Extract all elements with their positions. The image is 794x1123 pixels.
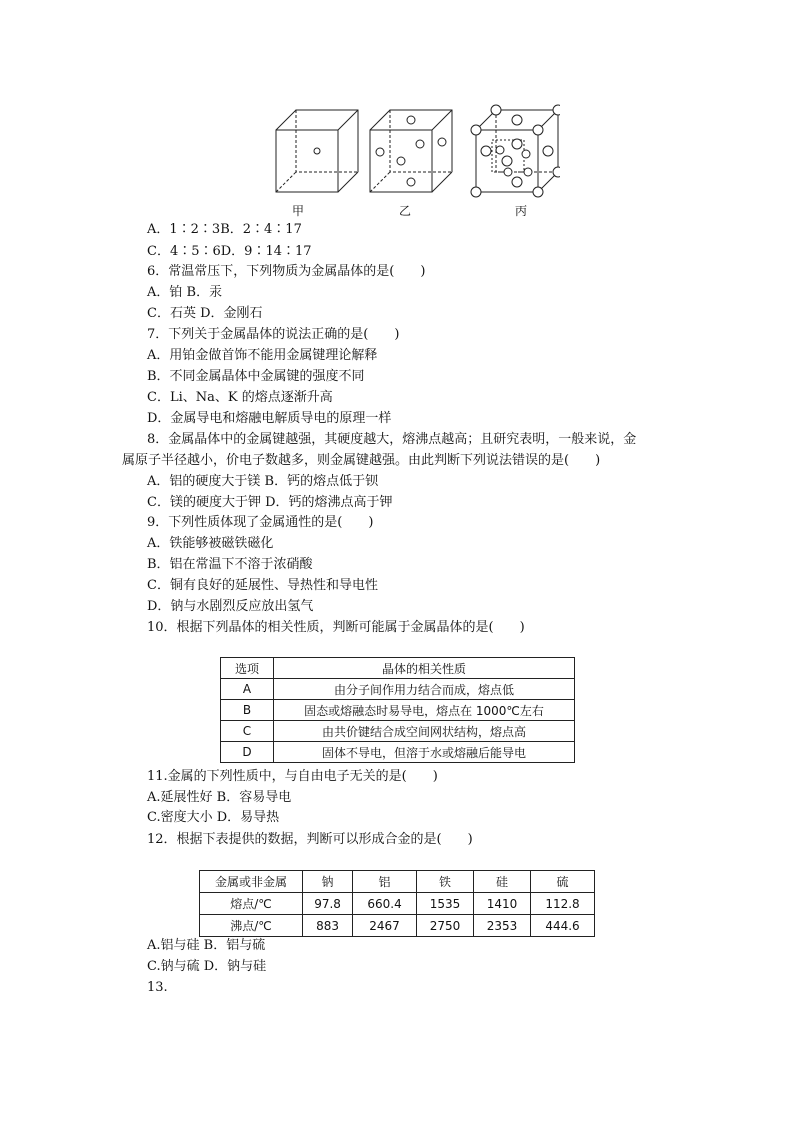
table-cell: 由分子间作用力结合而成，熔点低 xyxy=(274,679,575,700)
figure-label-yi: 乙 xyxy=(399,204,412,218)
q7-option-b: B．不同金属晶体中金属键的强度不同 xyxy=(147,369,365,384)
q9-option-c: C．铜有良好的延展性、导热性和导电性 xyxy=(147,578,378,593)
table-cell: 固态或熔融态时易导电，熔点在 1000℃左右 xyxy=(274,700,575,721)
table-cell: 熔点/℃ xyxy=(200,893,303,915)
q7-option-a: A．用铂金做首饰不能用金属键理论解释 xyxy=(147,348,378,363)
melting-boiling-table xyxy=(199,870,595,937)
table-header-cell: 硫 xyxy=(531,871,595,893)
table-cell: 660.4 xyxy=(353,893,417,915)
q6-stem: 6．常温常压下，下列物质为金属晶体的是( ) xyxy=(147,264,426,279)
table-cell: 97.8 xyxy=(303,893,353,915)
q7-stem: 7．下列关于金属晶体的说法正确的是( ) xyxy=(147,327,400,342)
cell-face-centered xyxy=(370,110,452,192)
table-header-row xyxy=(221,658,575,679)
table-cell: 2467 xyxy=(353,915,417,937)
table-cell: C xyxy=(221,721,274,742)
table-cell: 444.6 xyxy=(531,915,595,937)
q11-stem: 11.金属的下列性质中，与自由电子无关的是( ) xyxy=(147,769,438,784)
table-cell: B xyxy=(221,700,274,721)
table-cell: 沸点/℃ xyxy=(200,915,303,937)
table-row xyxy=(221,679,575,700)
q9-option-b: B．铝在常温下不溶于浓硝酸 xyxy=(147,557,313,572)
crystal-structure-figures xyxy=(270,100,560,220)
table-row xyxy=(200,915,595,937)
q6-options-ab: A．铂 B．汞 xyxy=(147,285,223,300)
q11-options-cd: C.密度大小 D．易导热 xyxy=(147,810,280,825)
q6-options-cd: C．石英 D．金刚石 xyxy=(147,306,263,321)
cell-simple-cubic xyxy=(276,110,358,192)
table-header-cell: 选项 xyxy=(221,658,274,679)
table-header-cell: 晶体的相关性质 xyxy=(274,658,575,679)
table-cell: 112.8 xyxy=(531,893,595,915)
q5-options-ab: A．1∶2∶3B．2∶4∶17 xyxy=(147,222,302,237)
table-cell: 1535 xyxy=(417,893,474,915)
table-row xyxy=(200,893,595,915)
q8-options-cd: C．镁的硬度大于钾 D．钙的熔沸点高于钾 xyxy=(147,495,393,510)
q8-options-ab: A．铝的硬度大于镁 B．钙的熔点低于钡 xyxy=(147,474,379,489)
q5-options-cd: C．4∶5∶6D．9∶14∶17 xyxy=(147,244,312,259)
table-header-row xyxy=(200,871,595,893)
table-cell: 2750 xyxy=(417,915,474,937)
table-cell: 2353 xyxy=(474,915,531,937)
q11-options-ab: A.延展性好 B．容易导电 xyxy=(147,790,292,805)
table-cell: 883 xyxy=(303,915,353,937)
q13-number: 13. xyxy=(147,980,168,995)
q12-options-ab: A.铝与硅 B．铝与硫 xyxy=(147,938,266,953)
table-cell: 1410 xyxy=(474,893,531,915)
table-cell: 由共价键结合成空间网状结构，熔点高 xyxy=(274,721,575,742)
q8-stem-line2: 属原子半径越小，价电子数越多，则金属键越强。由此判断下列说法错误的是( ) xyxy=(122,453,601,468)
unit-cell-diagrams xyxy=(270,100,560,200)
table-row xyxy=(221,721,575,742)
q9-stem: 9．下列性质体现了金属通性的是( ) xyxy=(147,515,374,530)
table-cell: 固体不导电，但溶于水或熔融后能导电 xyxy=(274,742,575,763)
crystal-properties-table xyxy=(220,657,575,763)
table-header-cell: 金属或非金属 xyxy=(200,871,303,893)
figure-label-bing: 丙 xyxy=(515,204,528,218)
q9-option-d: D．钠与水剧烈反应放出氢气 xyxy=(147,599,314,614)
cell-diamond xyxy=(471,105,560,197)
table-header-cell: 铝 xyxy=(353,871,417,893)
table-row xyxy=(221,742,575,763)
table-header-cell: 硅 xyxy=(474,871,531,893)
q12-stem: 12．根据下表提供的数据，判断可以形成合金的是( ) xyxy=(147,832,473,847)
q8-stem-line1: 8．金属晶体中的金属键越强，其硬度越大，熔沸点越高；且研究表明，一般来说，金 xyxy=(147,432,637,447)
figure-label-jia: 甲 xyxy=(292,204,305,218)
table-header-cell: 钠 xyxy=(303,871,353,893)
table-cell: D xyxy=(221,742,274,763)
table-row xyxy=(221,700,575,721)
table-header-cell: 铁 xyxy=(417,871,474,893)
table-cell: A xyxy=(221,679,274,700)
q10-stem: 10．根据下列晶体的相关性质，判断可能属于金属晶体的是( ) xyxy=(147,620,525,635)
q7-option-c: C．Li、Na、K 的熔点逐渐升高 xyxy=(147,390,333,405)
q12-options-cd: C.钠与硫 D．钠与硅 xyxy=(147,959,267,974)
q9-option-a: A．铁能够被磁铁磁化 xyxy=(147,536,274,551)
q7-option-d: D．金属导电和熔融电解质导电的原理一样 xyxy=(147,411,392,426)
